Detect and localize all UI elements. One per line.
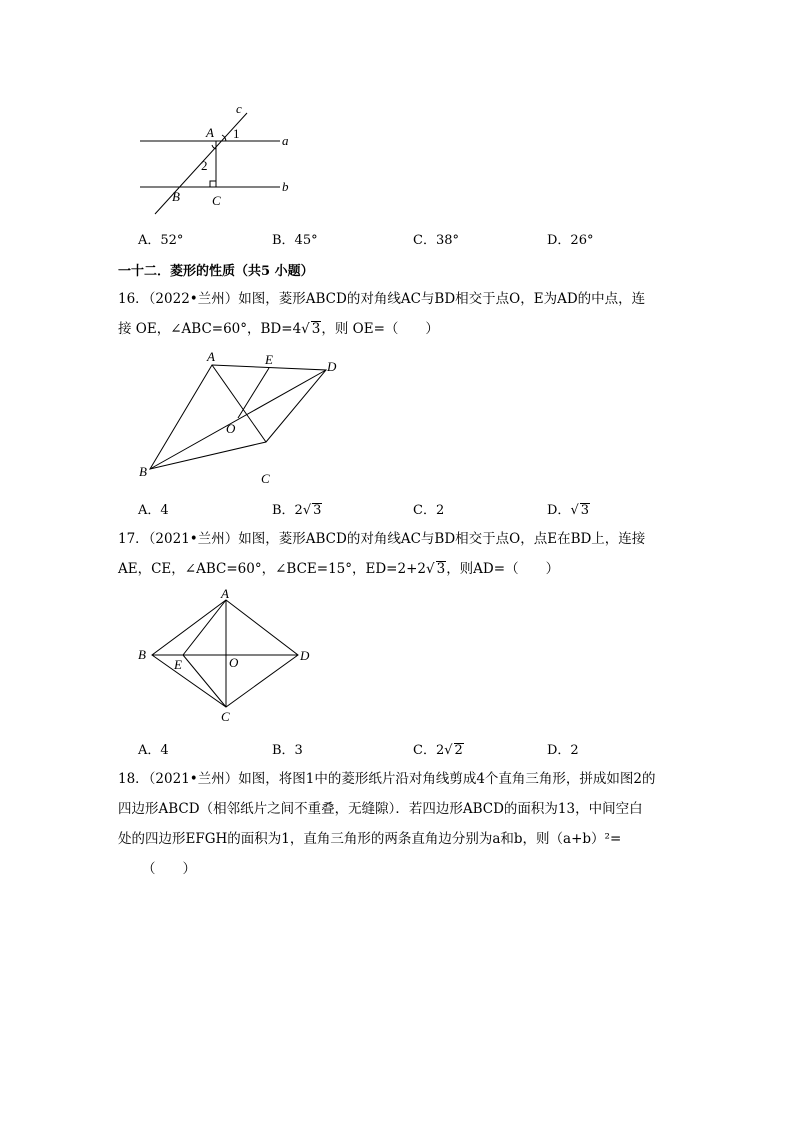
q17-option-b: B．3 [272,743,303,758]
q16-option-b: B．2√ 3 [272,503,322,518]
q16-figure [132,345,352,490]
section-title: 一十二．菱形的性质（共5 小题） [118,264,314,279]
q16-option-c: C．2 [413,503,445,518]
parallel-lines-diagram [130,95,310,220]
q17-option-d: D．2 [547,743,579,758]
q15-option-b: B．45° [272,233,318,248]
label-A: A [206,125,214,140]
label-A: A [207,349,215,364]
q17-option-a: A．4 [138,743,169,758]
q16-line2-post: ，则 OE=（ ） [321,321,439,337]
rhombus-diagram-16 [132,345,352,490]
q15-option-a: A．52° [138,233,184,248]
q16-line2-pre: 接 OE，∠ABC=60°，BD=4 [118,321,302,337]
diagonal-BD [150,370,326,469]
label-b: b [282,179,289,194]
label-1: 1 [233,126,240,141]
q18-line2: 四边形ABCD（相邻纸片之间不重叠，无缝隙）．若四边形ABCD的面积为13，中间空白 [118,801,643,817]
q17-figure [132,585,332,730]
label-C: C [261,471,270,486]
q17-line2: AE，CE，∠ABC=60°，∠BCE=15°，ED=2+2√ 3，则AD=（ ） [118,561,560,577]
label-O: O [226,421,236,436]
q15-option-d: D．26° [547,233,594,248]
q16-options [138,499,738,519]
q16-stem [118,284,678,344]
label-2: 2 [201,158,208,173]
q16-option-a: A．4 [138,503,169,518]
label-A: A [221,586,229,601]
q17-line2-post: ，则AD=（ ） [446,561,560,577]
label-D: D [300,648,310,663]
label-D: D [327,359,337,374]
label-E: E [174,657,182,672]
q15-options [138,229,738,249]
q17-stem [118,524,678,584]
rhombus-diagram-17 [132,585,332,730]
label-B: B [139,464,147,479]
q16-line2: 接 OE，∠ABC=60°，BD=4√ 3，则 OE=（ ） [118,321,439,337]
q15-figure [130,95,310,220]
q18-line3: 处的四边形EFGH的面积为1，直角三角形的两条直角边分别为a和b，则（a+b）²= [118,831,622,847]
q18-line4: （ ） [142,861,196,877]
q17-line1: 17．（2021•兰州）如图，菱形ABCD的对角线AC与BD相交于点O，点E在BD上，连接 [118,531,646,547]
label-a: a [282,133,289,148]
rhombus-ABCD [150,365,326,469]
label-E: E [265,352,273,367]
q16-line2-radicand: 3 [311,321,321,337]
label-B: B [138,647,146,662]
q17-line2-pre: AE，CE，∠ABC=60°，∠BCE=15°，ED=2+2 [118,561,426,577]
label-c: c [236,101,242,116]
label-C: C [221,709,230,724]
q18-line1: 18．（2021•兰州）如图，将图1中的菱形纸片沿对角线剪成4个直角三角形，拼成如图2的 [118,771,656,787]
label-B: B [172,189,180,204]
label-C: C [212,193,221,208]
label-O: O [229,655,239,670]
diagonal-AC [212,365,266,442]
q16-line1: 16．（2022•兰州）如图，菱形ABCD的对角线AC与BD相交于点O，E为AD的中点，连 [118,291,646,307]
rhombus-ABCD [152,600,298,707]
right-angle-mark [210,181,216,187]
q17-line2-radicand: 3 [436,561,446,577]
q15-option-c: C．38° [413,233,459,248]
q18-stem [118,764,678,884]
q17-options [138,739,738,759]
q17-option-c: C．2√ 2 [413,743,463,758]
q16-option-d: D．√ 3 [547,503,590,518]
